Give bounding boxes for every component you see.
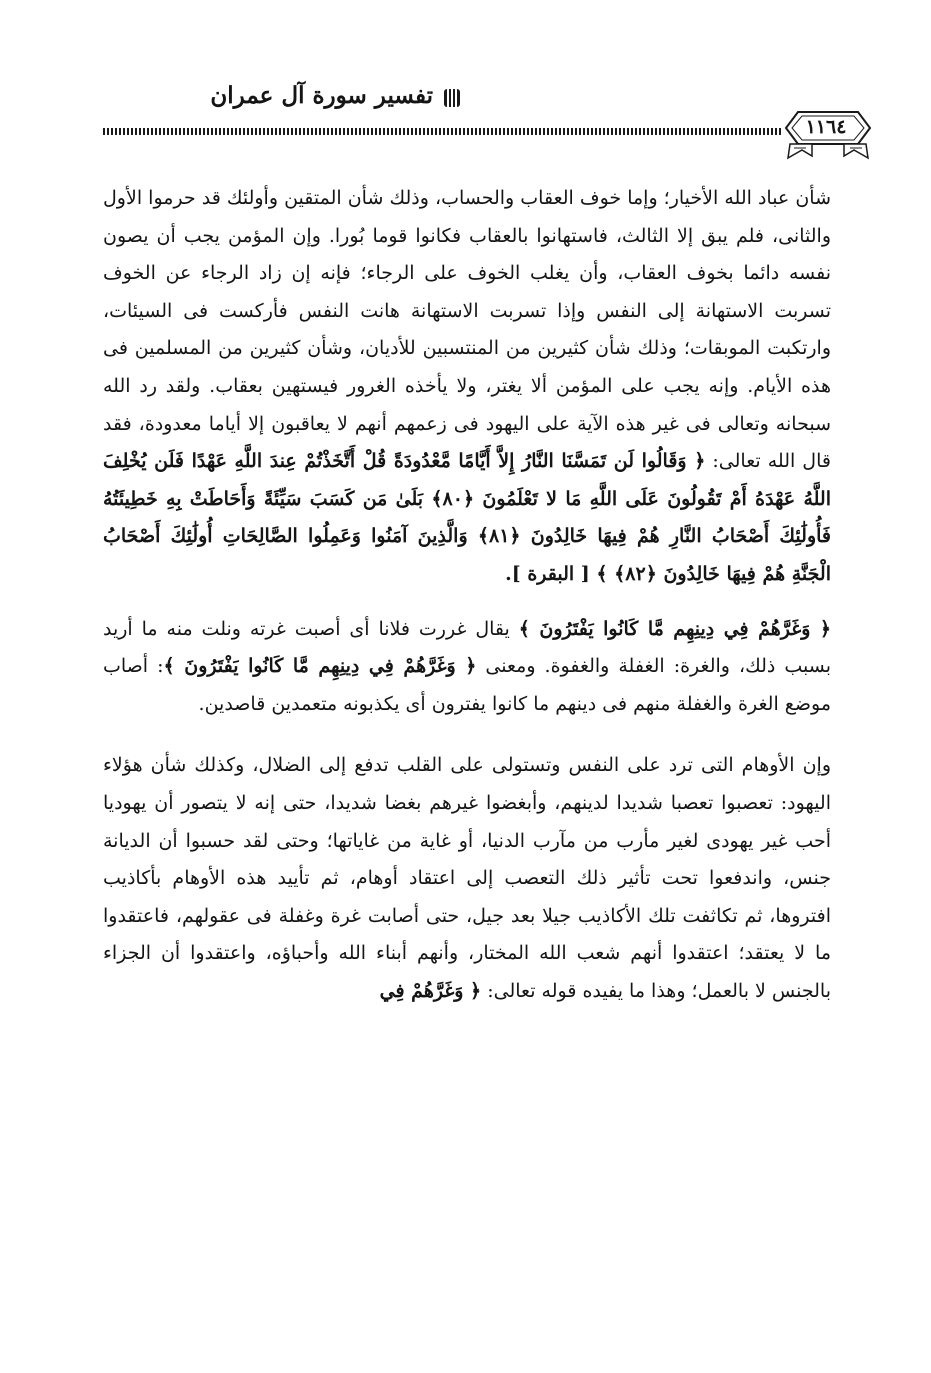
page-header: [0, 0, 931, 170]
surah-reference: [ البقرة ].: [505, 562, 597, 585]
paragraph-3: [103, 747, 831, 1010]
header-rule: [103, 128, 783, 135]
paragraph-text: يقال غررت فلانا أى أصبت غرته ونلت منه ما أريد بسبب ذلك، والغرة: الغفلة والغفوة. ومعنى: [103, 617, 832, 678]
quran-verse: ﴿ وَغَرَّهُمْ فِي: [379, 979, 482, 1002]
running-title: تفسير سورة آل عمران: [210, 82, 433, 109]
title-ornament-icon: [441, 87, 463, 109]
paragraph-2: [103, 611, 831, 724]
quran-verse: ﴿ وَغَرَّهُمْ فِي دِينِهِم مَّا كَانُوا يَفْتَرُونَ ﴾: [518, 617, 831, 640]
paragraph-text: : أصاب موضع الغرة والغفلة منهم فى دينهم ما كانوا يفترون أى يكذبونه متعمدين قاصدين.: [103, 655, 831, 715]
body-text: [103, 180, 831, 1010]
page-number: ١١٦٤: [805, 116, 847, 138]
paragraph-1: [103, 180, 831, 594]
quran-verse: ﴿ وَغَرَّهُمْ فِي دِينِهِم مَّا كَانُوا يَفْتَرُونَ ﴾: [163, 655, 477, 678]
paragraph-text: شأن عباد الله الأخيار؛ وإما خوف العقاب والحساب، وذلك شأن المتقين وأولئك قد حرموا الأول والثانى، فلم يبق إلا الثالث، فاستهانوا بالعقاب فكانوا قوما بُورا. وإن المؤمن يجب أن يصون نفسه دائما بخوف العقاب، وأن يغلب الخوف على الرجاء؛ فإنه إن زاد الرجاء عن الخوف تسربت الاستهانة إلى النفس وإذا تسربت الاستهانة هانت النفس فأركست فى السيئات، وارتكبت الموبقات؛ وذلك شأن كثيرين من المنتسبين للأديان، وشأن كثيرين من المسلمين فى هذه الأيام. وإنه يجب على المؤمن ألا يغتر، ولا يأخذه الغرور فيستهين بعقاب. ولقد رد الله سبحانه وتعالى فى غير هذه الآية على اليهود فى زعمهم أنهم لا يعاقبون إلا أياما معدودة، فقد قال الله تعالى:: [103, 187, 831, 473]
quran-verse: ﴿ وَقَالُوا لَن تَمَسَّنَا النَّارُ إِلاَّ أَيَّامًا مَّعْدُودَةً قُلْ أَتَّخَذْتُمْ عِندَ اللَّهِ عَهْدًا فَلَن يُخْلِفَ اللَّهُ عَهْدَهُ أَمْ تَقُولُونَ عَلَى اللَّهِ مَا لا تَعْلَمُونَ ﴿٨٠﴾ بَلَىٰ مَن كَسَبَ سَيِّئَةً وَأَحَاطَتْ بِهِ خَطِيئَتُهُ فَأُولَٰئِكَ أَصْحَابُ النَّارِ هُمْ فِيهَا خَالِدُونَ ﴿٨١﴾ وَالَّذِينَ آمَنُوا وَعَمِلُوا الصَّالِحَاتِ أُولَٰئِكَ أَصْحَابُ الْجَنَّةِ هُمْ فِيهَا خَالِدُونَ ﴿٨٢﴾ ﴾: [103, 450, 831, 585]
paragraph-text: وإن الأوهام التى ترد على النفس وتستولى على القلب تدفع إلى الضلال، وكذلك شأن هؤلاء اليهود: تعصبوا تعصبا شديدا لدينهم، وأبغضوا غيرهم بغضا شديدا، حتى إنه لا يتصور أن يهوديا أحب غير يهودى لغير مأرب من مآرب الدنيا، أو غاية من غاياتها؛ وحتى لقد حسبوا أن الديانة جنس، واندفعوا تحت تأثير ذلك التعصب إلى اعتقاد أوهام، ثم تأييد هذه الأوهام بأكاذيب افتروها، ثم تكاثفت تلك الأكاذيب جيلا بعد جيل، حتى أصابت غرة وغفلة فى عقولهم، فاعتقدوا ما لا يعتقد؛ اعتقدوا أنهم شعب الله المختار، وأنهم أبناء الله وأحباؤه، واعتقدوا أن الجزاء بالجنس لا بالعمل؛ وهذا ما يفيده قوله تعالى:: [103, 754, 831, 1002]
